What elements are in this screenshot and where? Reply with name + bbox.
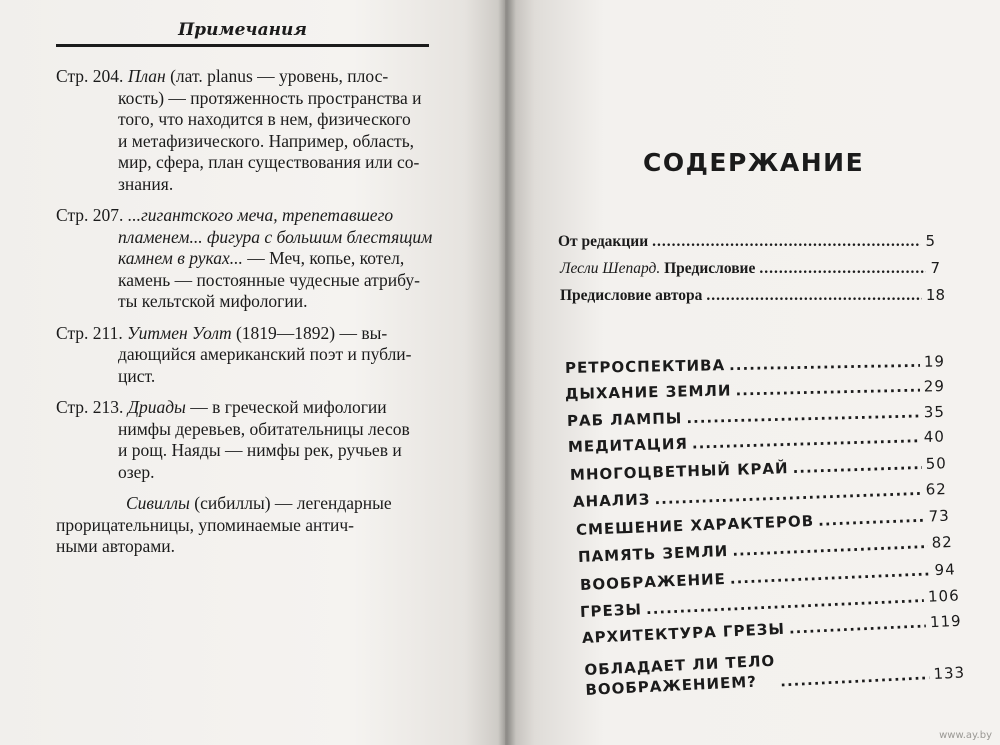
toc-entry-label: Предисловие автора (560, 287, 703, 304)
note-line (56, 131, 436, 153)
toc-page-number: 5 (925, 232, 935, 250)
note-line (56, 248, 436, 270)
note-text: прорицательницы, упоминаемые антич- (56, 514, 355, 535)
toc-entry-label: Лесли Шепард. Предисловие (560, 260, 756, 277)
note-text: и метафизического. Например, область, (118, 130, 415, 151)
toc-entry-label: МНОГОЦВЕТНЫЙ КРАЙ (569, 459, 789, 484)
note-item (56, 493, 436, 558)
toc-entry-label: МЕДИТАЦИЯ (567, 434, 689, 456)
note-text: Стр. 211. (56, 322, 128, 343)
note-item (56, 205, 436, 313)
running-head: Примечания (178, 20, 307, 40)
note-line (56, 323, 436, 345)
toc-entry-label: РАБ ЛАМПЫ (566, 409, 683, 430)
header-rule (56, 44, 429, 47)
toc-entry-label: АНАЛИЗ (572, 490, 651, 511)
note-line (56, 419, 436, 441)
note-line (56, 344, 436, 366)
book-gutter (498, 0, 516, 745)
toc-page-number: 133 (933, 663, 966, 683)
note-text: План (127, 66, 166, 86)
note-text: Сивиллы (126, 493, 190, 513)
dot-leader (729, 353, 920, 374)
toc-page-number: 18 (925, 286, 945, 304)
note-text: ...гигантского меча, трепетавшего (127, 205, 394, 225)
notes-list (56, 66, 436, 568)
toc-page-number: 62 (925, 479, 948, 499)
toc-entry-label: ВООБРАЖЕНИЕ (579, 569, 727, 594)
note-item (56, 66, 436, 195)
note-line (56, 205, 436, 227)
toc-page-number: 19 (923, 352, 946, 371)
note-text: дающийся американский поэт и публи- (118, 344, 412, 364)
note-text: мир, сфера, план существования или со- (118, 152, 420, 172)
toc-page-number: 119 (929, 611, 963, 632)
watermark: www.ay.by (939, 730, 992, 741)
toc-page-number: 82 (931, 532, 954, 552)
note-line (56, 536, 436, 558)
note-text: и рощ. Наяды — нимфы рек, ручьев и (118, 440, 402, 460)
dot-leader (652, 233, 921, 251)
note-line (56, 66, 436, 88)
toc-entry-label: СМЕШЕНИЕ ХАРАКТЕРОВ (575, 511, 815, 539)
note-line (56, 397, 436, 419)
note-text: нимфы деревьев, обитательницы лесов (118, 418, 410, 439)
note-text: Дриады (127, 397, 186, 417)
note-text: (лат. planus — уровень, плос- (165, 66, 389, 86)
dot-leader (706, 287, 922, 305)
toc-entry-label: ОБЛАДАЕТ ЛИ ТЕЛО ВООБРАЖЕНИЕМ? (584, 651, 776, 699)
toc-entry-label: От редакции (558, 233, 649, 250)
note-text: ты кельтской мифологии. (118, 291, 308, 311)
toc-page-number: 35 (923, 402, 946, 422)
note-text: — в греческой мифологии (185, 397, 387, 417)
note-text: (1819—1892) — вы- (231, 322, 388, 343)
note-line (56, 440, 436, 462)
dot-leader (759, 260, 926, 278)
note-text: (сибиллы) — легендарные (189, 493, 392, 513)
toc-page-number: 50 (925, 454, 948, 473)
note-line (56, 88, 436, 110)
note-line (56, 227, 436, 249)
note-line (56, 462, 436, 484)
note-line (56, 291, 436, 313)
note-line (56, 493, 436, 515)
note-line (56, 270, 436, 292)
note-item (56, 397, 436, 483)
toc-entry-label: РЕТРОСПЕКТИВА (564, 356, 726, 377)
note-text: ными авторами. (56, 536, 176, 556)
note-text: Уитмен Уолт (127, 322, 232, 343)
note-line (56, 366, 436, 388)
toc-entry[interactable] (560, 286, 945, 305)
toc-entry[interactable] (560, 259, 940, 278)
note-text: Стр. 207. (56, 205, 128, 225)
toc-entry-label: ПАМЯТЬ ЗЕМЛИ (577, 541, 729, 566)
note-text: кость) — протяженность пространства и (118, 87, 422, 108)
note-line (56, 515, 436, 537)
toc-page-number: 94 (934, 560, 957, 580)
note-text: камень — постоянные чудесные атрибу- (118, 269, 420, 290)
toc-page-number: 40 (923, 427, 946, 447)
note-text: озер. (118, 461, 155, 482)
note-line (56, 174, 436, 196)
note-item (56, 323, 436, 388)
toc-title: СОДЕРЖАНИЕ (643, 148, 865, 177)
toc-page-number: 29 (923, 377, 946, 396)
note-line (56, 109, 436, 131)
note-line (56, 152, 436, 174)
toc-entry-label: АРХИТЕКТУРА ГРЕЗЫ (581, 619, 786, 647)
note-text: Стр. 204. (56, 66, 128, 86)
toc-page-number: 73 (928, 506, 951, 526)
note-text: Стр. 213. (56, 397, 128, 417)
note-text: — Меч, копье, котел, (242, 248, 405, 268)
toc-entry[interactable] (558, 232, 935, 251)
toc-page-number: 7 (930, 259, 940, 277)
toc-entry-label: ДЫХАНИЕ ЗЕМЛИ (564, 381, 732, 403)
note-text: знания. (118, 173, 174, 194)
note-text: пламенем... фигура с большим блестящим (118, 226, 433, 247)
note-text: того, что находится в нем, физического (118, 109, 411, 129)
toc-entry-label: ГРЕЗЫ (579, 600, 643, 621)
note-text: цист. (118, 365, 156, 386)
dot-leader (735, 378, 920, 400)
toc-page-number: 106 (927, 586, 961, 606)
note-text: камнем в руках... (118, 248, 243, 268)
